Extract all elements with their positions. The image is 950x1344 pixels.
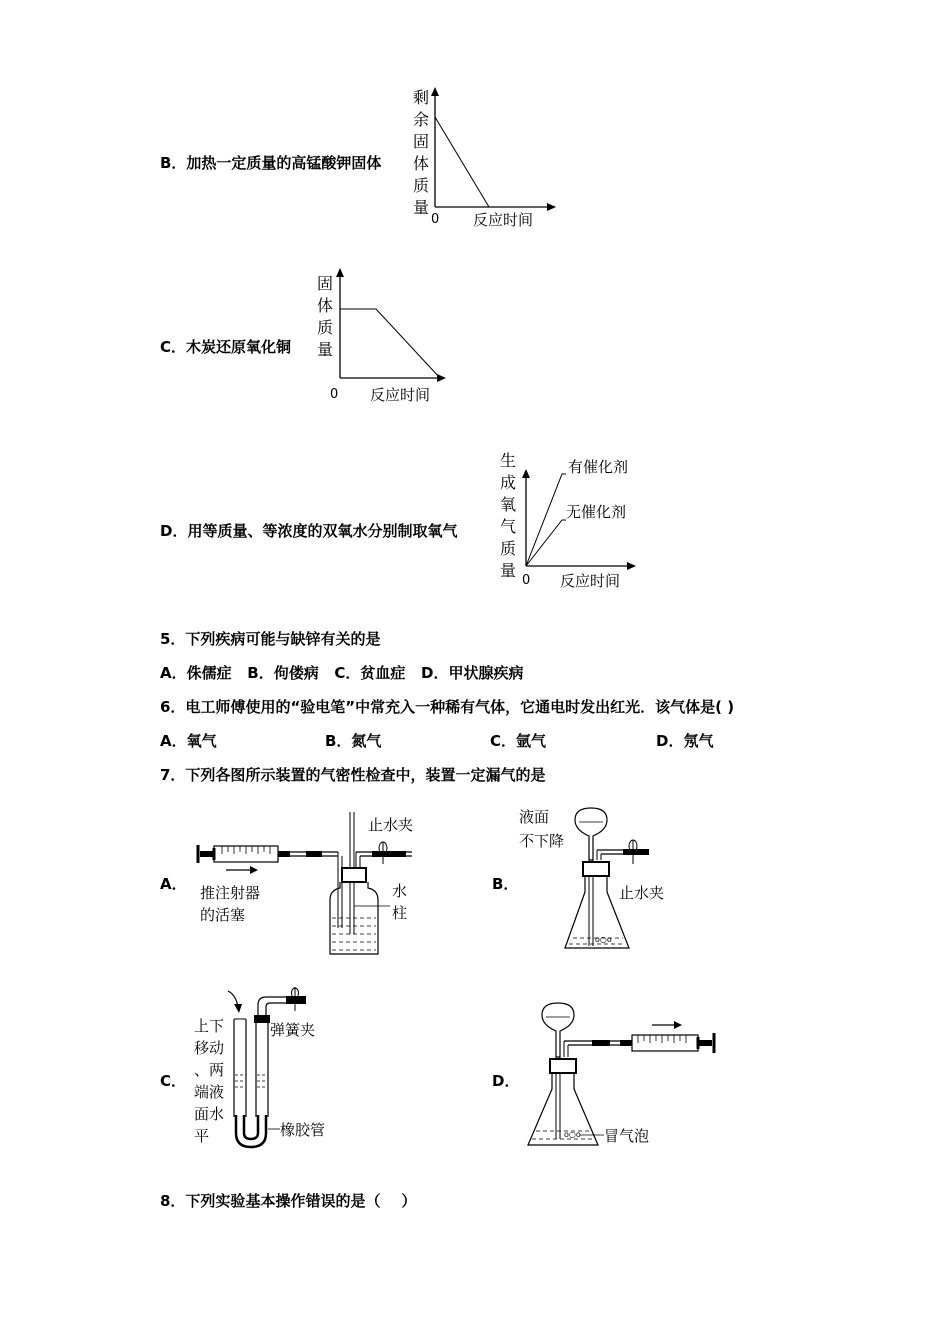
y-label-char: 剩 (413, 88, 430, 107)
series-catalyst-label: 有催化剂 (568, 458, 629, 476)
question-6-option-b: B．氮气 (325, 732, 382, 750)
y-label-char: 量 (317, 340, 334, 359)
figure-a-column-label-line1: 水 (392, 882, 408, 900)
figure-d-label: D． (492, 1072, 520, 1090)
figure-c-move-label-line4: 端液 (194, 1083, 225, 1101)
question-6-stem: 6．电工师傅使用的“验电笔”中常充入一种稀有气体，它通电时发出红光．该气体是( ) (160, 698, 735, 716)
data-line (340, 309, 440, 378)
figure-a-clamp-label: 止水夹 (368, 816, 414, 834)
origin-label: 0 (522, 573, 531, 588)
origin-label: 0 (330, 387, 339, 402)
option-b-label: B．加热一定质量的高锰酸钾固体 (160, 154, 382, 172)
figure-a-label: A． (160, 875, 187, 893)
question-7-stem: 7．下列各图所示装置的气密性检查中，装置一定漏气的是 (160, 766, 546, 784)
figure-c-move-label-line3: 、两 (194, 1061, 225, 1079)
figure-a-column-label-line2: 柱 (392, 904, 408, 922)
option-c-chart (312, 265, 472, 415)
figure-c-move-label-line1: 上下 (194, 1017, 225, 1035)
figure-b-level-label-line2: 不下降 (519, 832, 565, 850)
y-label-char: 质 (500, 539, 517, 558)
y-label-char: 质 (317, 318, 334, 337)
series-no-catalyst-label: 无催化剂 (566, 503, 627, 521)
option-c-label: C．木炭还原氧化铜 (160, 338, 292, 356)
y-label-char: 量 (413, 198, 430, 217)
y-axis-arrow (522, 469, 530, 478)
figure-a-push-label-line1: 推注射器 (200, 884, 261, 902)
y-label-char: 体 (413, 154, 430, 173)
x-axis-label: 反应时间 (560, 572, 621, 590)
figure-c-u-tube (190, 985, 350, 1150)
option-d-label: D．用等质量、等浓度的双氧水分别制取氧气 (160, 522, 458, 540)
question-8-stem: 8．下列实验基本操作错误的是（ ） (160, 1192, 417, 1210)
question-6-option-c: C．氩气 (490, 732, 547, 750)
y-label-char: 气 (500, 517, 517, 536)
option-b-chart (405, 85, 565, 235)
y-label-char: 体 (317, 296, 334, 315)
data-line (435, 117, 489, 207)
x-axis-arrow (437, 374, 446, 382)
y-label-char: 固 (413, 132, 430, 151)
bubbles-glyph: o○o (595, 935, 612, 944)
figure-c-spring-clamp-label: 弹簧夹 (270, 1021, 316, 1039)
figure-b-label: B． (492, 875, 519, 893)
figure-b-funnel-flask (515, 800, 690, 958)
option-d-chart (496, 448, 656, 598)
series-no-catalyst-line (526, 520, 566, 566)
figure-b-clamp-label: 止水夹 (619, 884, 665, 902)
y-label-char: 成 (500, 473, 517, 492)
figure-c-hose-label: 橡胶管 (280, 1121, 326, 1139)
figure-a-syringe-bottle (190, 808, 440, 958)
series-catalyst-line (526, 474, 566, 566)
question-5-stem: 5．下列疾病可能与缺锌有关的是 (160, 630, 381, 648)
bubbles-glyph: o○o (564, 1130, 581, 1139)
figure-b-level-label-line1: 液面 (519, 808, 550, 826)
figure-c-move-label-line6: 平 (194, 1127, 210, 1145)
y-label-char: 余 (413, 110, 430, 129)
origin-label: 0 (431, 212, 440, 227)
x-axis-arrow (627, 562, 636, 570)
y-axis-arrow (431, 87, 439, 96)
question-6-option-d: D．氖气 (656, 732, 714, 750)
question-5-options: A．侏儒症 B．佝偻病 C．贫血症 D．甲状腺疾病 (160, 664, 524, 682)
question-6-option-a: A．氧气 (160, 732, 217, 750)
figure-c-label: C． (160, 1072, 187, 1090)
figure-d-flask-syringe (520, 995, 725, 1150)
y-label-char: 质 (413, 176, 430, 195)
x-axis-arrow (547, 203, 556, 211)
y-label-char: 固 (317, 274, 334, 293)
y-label-char: 生 (500, 451, 517, 470)
figure-c-move-label-line5: 面水 (194, 1105, 225, 1123)
y-axis-arrow (336, 268, 344, 277)
figure-c-move-label-line2: 移动 (194, 1039, 225, 1057)
x-axis-label: 反应时间 (370, 386, 431, 404)
y-label-char: 量 (500, 561, 517, 580)
figure-a-push-label-line2: 的活塞 (200, 906, 246, 924)
y-label-char: 氧 (500, 495, 517, 514)
x-axis-label: 反应时间 (473, 211, 534, 229)
figure-d-bubble-label: 冒气泡 (604, 1127, 650, 1145)
